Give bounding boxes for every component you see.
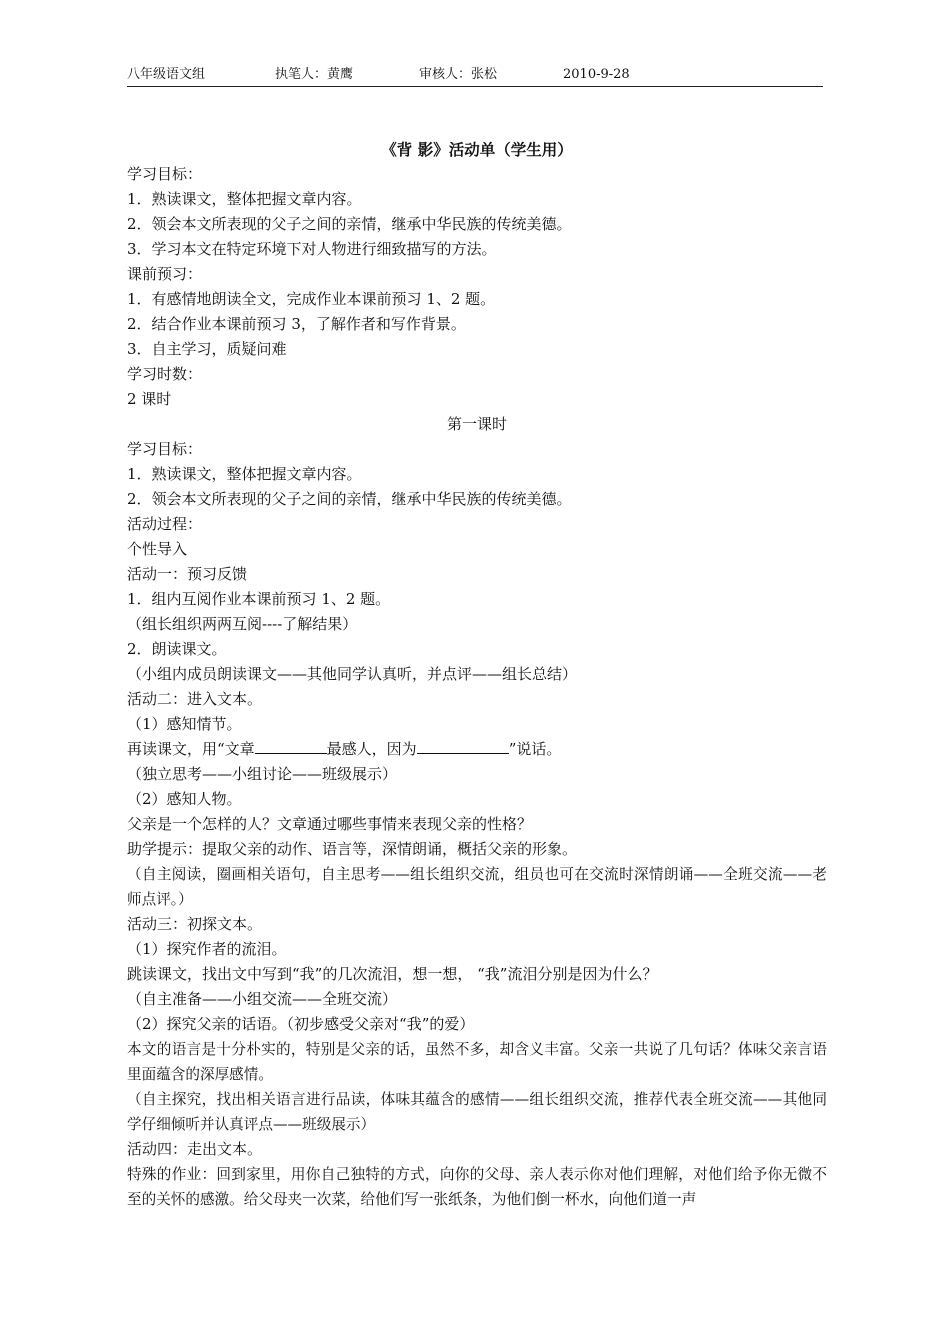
fill-blank-1[interactable] xyxy=(255,737,327,754)
activity-four-text: 特殊的作业：回到家里，用你自己独特的方式，向你的父母、亲人表示你对他们理解，对他们给予你无微不至的关怀的感激。给父母夹一次菜，给他们写一张纸条，为他们倒一杯水，向他们道一声 xyxy=(127,1166,827,1208)
goal-item: 3．学习本文在特定环境下对人物进行细致描写的方法。 xyxy=(127,240,497,258)
goals-heading: 学习目标： xyxy=(127,165,203,183)
header-date: 2010-9-28 xyxy=(563,67,630,82)
reread-text-c: ”说话。 xyxy=(508,740,562,758)
activity-two-method: （独立思考——小组讨论——班级展示） xyxy=(127,765,398,783)
process-heading: 活动过程： xyxy=(127,515,203,533)
activity-one-line: 1．组内互阅作业本课前预习 1、2 题。 xyxy=(127,590,391,608)
activity-two-method: （自主阅读，圈画相关语句，自主思考——组长组织交流，组员也可在交流时深情朗诵——全班交流——老师点评。） xyxy=(127,866,827,908)
activity-four-heading: 活动四：走出文本。 xyxy=(127,1140,263,1158)
preview-item: 2．结合作业本课前预习 3，了解作者和写作背景。 xyxy=(127,315,466,333)
page-header xyxy=(127,66,823,87)
activity-two-question: 父亲是一个怎样的人？文章通过哪些事情来表现父亲的性格？ xyxy=(127,815,533,833)
activity-three-sub: （1）探究作者的流泪。 xyxy=(127,940,287,958)
activity-three-question: 跳读课文，找出文中写到“我”的几次流泪，想一想， “我”流泪分别是因为什么？ xyxy=(127,965,658,983)
preview-heading: 课前预习： xyxy=(127,265,203,283)
activity-three-question: 本文的语言是十分朴实的，特别是父亲的话，虽然不多，却含义丰富。父亲一共说了几句话？体味父亲言语里面蕴含的深厚感情。 xyxy=(127,1041,827,1083)
activity-three-sub: （2）探究父亲的话语。（初步感受父亲对“我”的爱） xyxy=(127,1015,475,1033)
reread-prompt xyxy=(127,737,827,762)
intro-line: 个性导入 xyxy=(127,540,188,558)
activity-two-sub: （2）感知人物。 xyxy=(127,790,242,808)
header-group: 八年级语文组 xyxy=(127,67,206,82)
fill-blank-2[interactable] xyxy=(417,737,509,754)
document-body xyxy=(127,137,827,1212)
activity-one-line: 2．朗读课文。 xyxy=(127,640,227,658)
hours-value: 2 课时 xyxy=(127,390,172,408)
activity-one-heading: 活动一：预习反馈 xyxy=(127,565,248,583)
reread-text-a: 再读课文，用“文章 xyxy=(127,740,255,758)
header-writer: 执笔人：黄鹰 xyxy=(275,67,354,82)
activity-three-method: （自主探究，找出相关语言进行品读，体味其蕴含的感情——组长组织交流，推荐代表全班交流——其他同学仔细倾听并认真评点——班级展示） xyxy=(127,1091,827,1133)
activity-three-method: （自主准备——小组交流——全班交流） xyxy=(127,990,398,1008)
activity-one-line: （组长组织两两互阅----了解结果） xyxy=(127,615,358,633)
lesson-goal-item: 1．熟读课文，整体把握文章内容。 xyxy=(127,465,362,483)
lesson-heading: 第一课时 xyxy=(446,415,507,433)
preview-item: 3．自主学习，质疑问难 xyxy=(127,340,287,358)
goal-item: 2．领会本文所表现的父子之间的亲情，继承中华民族的传统美德。 xyxy=(127,215,572,233)
activity-two-hint: 助学提示：提取父亲的动作、语言等，深情朗诵，概括父亲的形象。 xyxy=(127,840,578,858)
activity-two-sub: （1）感知情节。 xyxy=(127,715,242,733)
hours-heading: 学习时数： xyxy=(127,365,203,383)
lesson-goals-heading: 学习目标： xyxy=(127,440,203,458)
preview-item: 1．有感情地朗读全文，完成作业本课前预习 1、2 题。 xyxy=(127,290,496,308)
activity-two-heading: 活动二：进入文本。 xyxy=(127,690,263,708)
lesson-goal-item: 2．领会本文所表现的父子之间的亲情，继承中华民族的传统美德。 xyxy=(127,490,572,508)
reread-text-b: 最感人，因为 xyxy=(326,740,417,758)
document-title: 《背 影》活动单（学生用） xyxy=(381,140,573,159)
goal-item: 1．熟读课文，整体把握文章内容。 xyxy=(127,190,362,208)
activity-three-heading: 活动三：初探文本。 xyxy=(127,915,263,933)
activity-one-line: （小组内成员朗读课文——其他同学认真听，并点评——组长总结） xyxy=(127,665,578,683)
header-reviewer: 审核人：张松 xyxy=(419,67,498,82)
